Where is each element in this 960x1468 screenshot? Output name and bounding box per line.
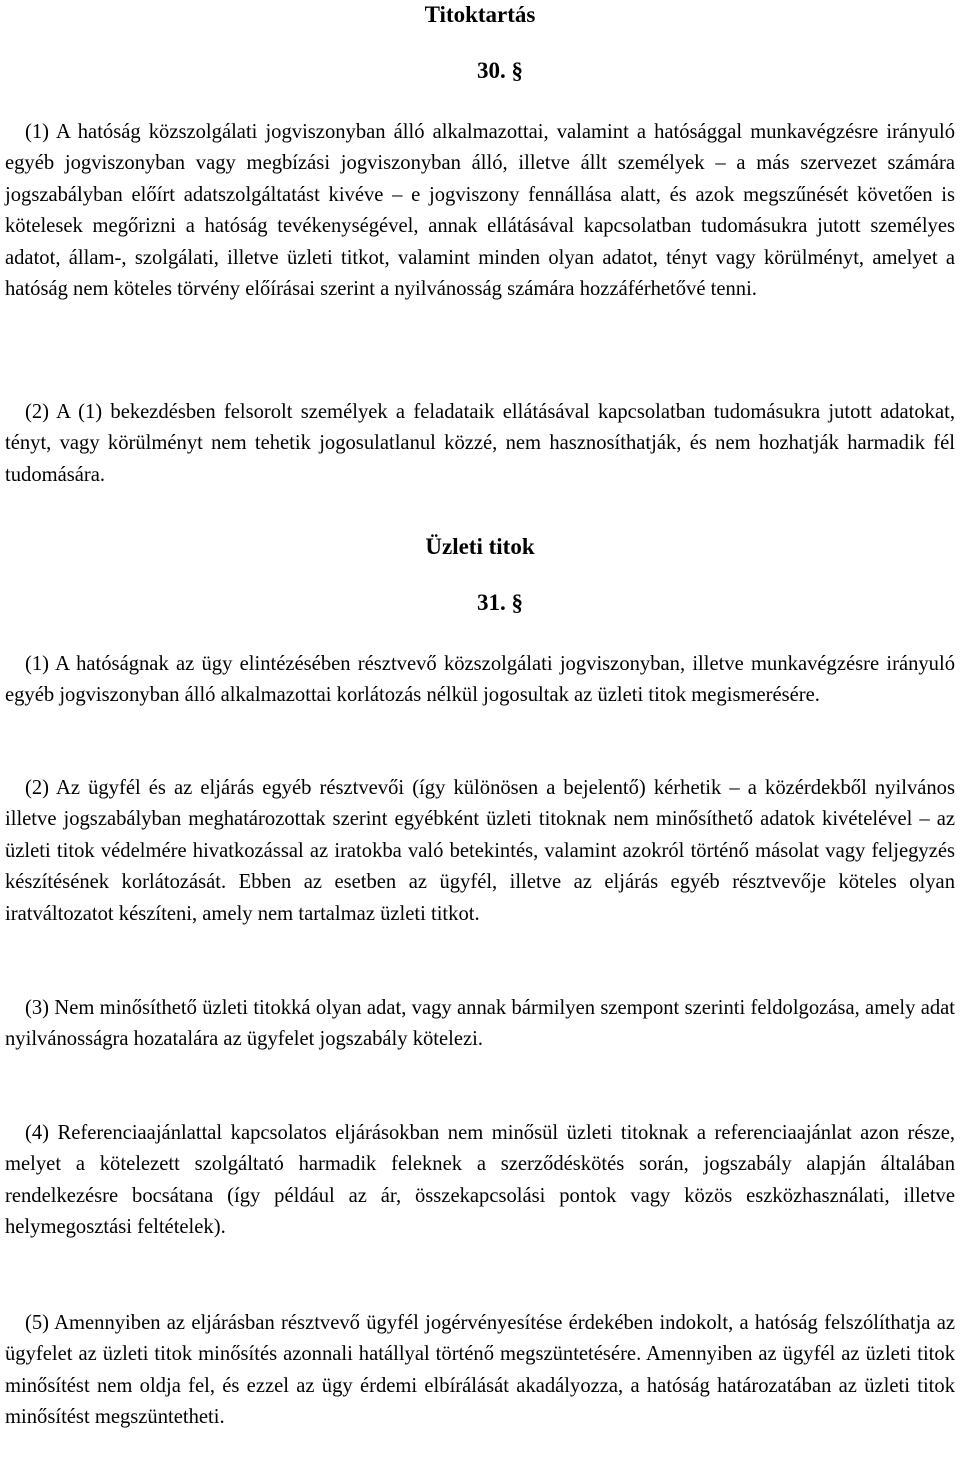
paragraph-31-5	[5, 1308, 955, 1434]
paragraph-31-2	[5, 773, 955, 930]
section-heading-titoktartas: Titoktartás	[424, 2, 536, 27]
paragraph-text: (1) A hatóság közszolgálati jogviszonyban álló alkalmazottai, valamint a hatósággal munkavégzésre irányuló egyéb jogviszonyban vagy megbízási jogviszonyban álló, illetve állt személyek – a más szervezet számára jogszabályban előírt adatszolgáltatást kivéve – e jogviszony fennállása alatt, és azok megszűnését követően is kötelesek megőrizni a hatóság tevékenységével, annak ellátásával kapcsolatban tudomásukra jutott személyes adatot, állam-, szolgálati, illetve üzleti titkot, valamint minden olyan adatot, tényt vagy körülményt, amelyet a hatóság nem köteles törvény előírásai szerint a nyilvánosság számára hozzáférhetővé tenni.	[5, 121, 955, 301]
section-number-label: 30. §	[477, 58, 523, 83]
section-number-30	[0, 57, 960, 85]
paragraph-30-1	[5, 117, 955, 305]
paragraph-text: (2) Az ügyfél és az eljárás egyéb résztvevői (így különösen a bejelentő) kérhetik – a közérdekből nyilvános illetve jogszabályban meghatározottak szerint egyébként üzleti titoknak nem minősíthető adatok kivételével – az üzleti titok védelmére hivatkozással az iratokba való betekintés, valamint azokról történő másolat vagy feljegyzés készítésének korlátozását. Ebben az esetben az ügyfél, illetve az eljárás egyéb résztvevője köteles olyan iratváltozatot készíteni, amely nem tartalmaz üzleti titkot.	[5, 777, 955, 925]
paragraph-text: (4) Referenciaajánlattal kapcsolatos eljárásokban nem minősül üzleti titoknak a referenciaajánlat azon része, melyet a kötelezett szolgáltató harmadik feleknek a szerződéskötés során, jogszabály alapján általában rendelkezésre bocsátana (így például az ár, összekapcsolási pontok vagy közös eszközhasználati, illetve helymegosztási feltételek).	[5, 1122, 955, 1239]
paragraph-30-2	[5, 397, 955, 491]
paragraph-text: (3) Nem minősíthető üzleti titokká olyan adat, vagy annak bármilyen szempont szerinti feldolgozása, amely adat nyilvánosságra hozatalára az ügyfelet jogszabály kötelezi.	[5, 997, 955, 1051]
section-number-label: 31. §	[477, 590, 523, 615]
section-heading-uzleti-titok: Üzleti titok	[425, 534, 535, 559]
paragraph-31-4	[5, 1118, 955, 1244]
paragraph-31-1	[5, 649, 955, 712]
paragraph-text: (2) A (1) bekezdésben felsorolt személyek a feladataik ellátásával kapcsolatban tudomásukra jutott adatokat, tényt, vagy körülményt nem tehetik jogosulatlanul közzé, nem hasznosíthatják, és nem hozhatják harmadik fél tudomására.	[5, 401, 955, 486]
paragraph-31-3	[5, 993, 955, 1056]
section-number-31	[0, 589, 960, 617]
paragraph-text: (1) A hatóságnak az ügy elintézésében résztvevő közszolgálati jogviszonyban, illetve munkavégzésre irányuló egyéb jogviszonyban álló alkalmazottai korlátozás nélkül jogosultak az üzleti titok megismerésére.	[5, 653, 955, 707]
paragraph-text: (5) Amennyiben az eljárásban résztvevő ügyfél jogérvényesítése érdekében indokolt, a hatóság felszólíthatja az ügyfelet az üzleti titok minősítés azonnali hatállyal történő megszüntetésére. Amennyiben az ügyfél az üzleti titok minősítést nem oldja fel, és ezzel az ügy érdemi elbírálását akadályozza, a hatóság határozatában az üzleti titok minősítést megszüntetheti.	[5, 1312, 955, 1429]
